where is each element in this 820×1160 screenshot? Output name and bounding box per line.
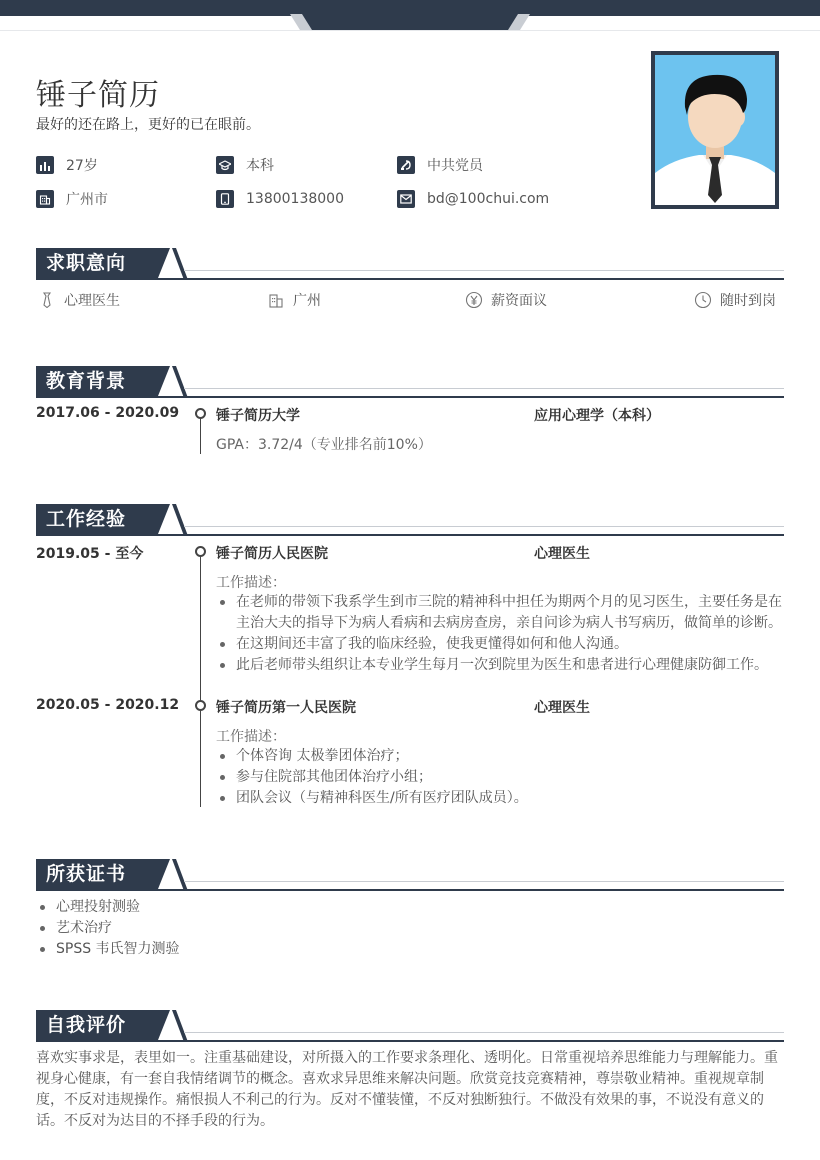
phone-icon xyxy=(216,190,234,208)
job-role: 心理医生 xyxy=(534,700,590,716)
section-title-education: 教育背景 xyxy=(36,366,158,396)
intent-salary-text: 薪资面议 xyxy=(491,293,547,309)
yen-coin-icon xyxy=(465,291,483,309)
section-slant xyxy=(172,1010,188,1042)
list-item: SPSS 韦氏智力测验 xyxy=(36,939,776,960)
list-item: 参与住院部其他团体治疗小组； xyxy=(216,767,786,788)
intent-position-text: 心理医生 xyxy=(64,293,120,309)
info-email-text: bd@100chui.com xyxy=(427,191,550,207)
list-item: 在这期间还丰富了我的临床经验，使我更懂得如何和他人沟通。 xyxy=(216,634,786,655)
info-politics xyxy=(397,156,483,174)
section-title-work: 工作经验 xyxy=(36,504,158,534)
education-major: 应用心理学（本科） xyxy=(534,408,660,424)
section-rule xyxy=(184,526,784,527)
section-rule xyxy=(184,388,784,389)
info-city-text: 广州市 xyxy=(66,192,108,208)
education-detail: GPA：3.72/4（专业排名前10%） xyxy=(216,437,432,453)
tie-icon xyxy=(38,291,56,309)
job-bullets xyxy=(216,746,786,809)
timeline-dot xyxy=(195,546,206,557)
job-desc-label: 工作描述： xyxy=(216,575,286,591)
section-rule-bold xyxy=(36,534,784,536)
list-item: 团队会议（与精神科医生/所有医疗团队成员）。 xyxy=(216,788,786,809)
job-org: 锤子简历第一人民医院 xyxy=(216,700,356,716)
section-rule xyxy=(184,881,784,882)
section-title-intent: 求职意向 xyxy=(36,248,158,278)
section-slant xyxy=(172,248,188,280)
chart-icon xyxy=(36,156,54,174)
party-emblem-icon xyxy=(397,156,415,174)
section-rule-bold xyxy=(36,396,784,398)
info-phone-text: 13800138000 xyxy=(246,191,344,207)
section-rule-bold xyxy=(36,1040,784,1042)
timeline-dot xyxy=(195,700,206,711)
building-icon xyxy=(36,190,54,208)
info-age xyxy=(36,156,98,174)
intent-salary xyxy=(465,290,547,310)
section-slant xyxy=(172,859,188,891)
self-evaluation-text: 喜欢实事求是，表里如一。注重基础建设，对所摄入的工作要求条理化、透明化。日常重视培养思维能力与理解能力。重视身心健康，有一套自我情绪调节的概念。喜欢求异思维来解决问题。欣赏竞技竞赛精神，尊崇敬业精神。重视规章制度，不反对违规操作。痛恨损人不利己的行为。反对不懂装懂，不反对独断独行。不做没有效果的事，不说没有意义的话。不反对为达目的不择手段的行为。 xyxy=(36,1050,778,1129)
work-timeline xyxy=(200,551,201,807)
list-item: 此后老师带头组织让本专业学生每月一次到院里为医生和患者进行心理健康防御工作。 xyxy=(216,655,786,676)
job-bullets xyxy=(216,592,786,676)
section-rule-bold xyxy=(36,278,784,280)
avatar xyxy=(651,51,779,209)
section-rule xyxy=(184,270,784,271)
job-date: 2020.05 - 2020.12 xyxy=(36,697,180,713)
list-item: 个体咨询 太极拳团体治疗； xyxy=(216,746,786,767)
education-date: 2017.06 - 2020.09 xyxy=(36,405,180,421)
top-divider xyxy=(0,30,820,31)
mail-icon xyxy=(397,190,415,208)
list-item: 心理投射测验 xyxy=(36,897,776,918)
info-city xyxy=(36,190,108,208)
job-date: 2019.05 - 至今 xyxy=(36,546,144,562)
section-header-self xyxy=(36,1010,784,1042)
graduation-cap-icon xyxy=(216,156,234,174)
info-age-text: 27岁 xyxy=(66,158,98,174)
resume-name: 锤子简历 xyxy=(36,78,160,113)
education-timeline xyxy=(200,413,201,454)
info-email xyxy=(397,190,549,208)
info-politics-text: 中共党员 xyxy=(427,158,483,174)
section-header-education xyxy=(36,366,784,398)
section-header-intent xyxy=(36,248,784,280)
cert-list xyxy=(36,897,776,960)
section-slant xyxy=(172,504,188,536)
section-title-self: 自我评价 xyxy=(36,1010,158,1040)
info-phone xyxy=(216,190,344,208)
resume-motto: 最好的还在路上，更好的已在眼前。 xyxy=(36,117,260,133)
job-desc-label: 工作描述： xyxy=(216,729,286,745)
info-education xyxy=(216,156,274,174)
intent-availability-text: 随时到岗 xyxy=(720,293,776,309)
intent-position xyxy=(38,290,120,310)
list-item: 在老师的带领下我系学生到市三院的精神科中担任为期两个月的见习医生，主要任务是在主治大夫的指导下为病人看病和去病房查房，亲自问诊为病人书写病历，做简单的诊断。 xyxy=(216,592,786,634)
section-header-certs xyxy=(36,859,784,891)
section-rule xyxy=(184,1032,784,1033)
section-header-work xyxy=(36,504,784,536)
education-school: 锤子简历大学 xyxy=(216,408,300,424)
intent-city xyxy=(267,290,321,310)
timeline-dot xyxy=(195,408,206,419)
job-role: 心理医生 xyxy=(534,546,590,562)
building-icon xyxy=(267,291,285,309)
clock-icon xyxy=(694,291,712,309)
section-rule-bold xyxy=(36,889,784,891)
list-item: 艺术治疗 xyxy=(36,918,776,939)
section-slant xyxy=(172,366,188,398)
intent-city-text: 广州 xyxy=(293,293,321,309)
section-title-certs: 所获证书 xyxy=(36,859,158,889)
intent-availability xyxy=(694,290,776,310)
top-bar-notch xyxy=(290,14,530,30)
job-org: 锤子简历人民医院 xyxy=(216,546,328,562)
info-education-text: 本科 xyxy=(246,158,274,174)
